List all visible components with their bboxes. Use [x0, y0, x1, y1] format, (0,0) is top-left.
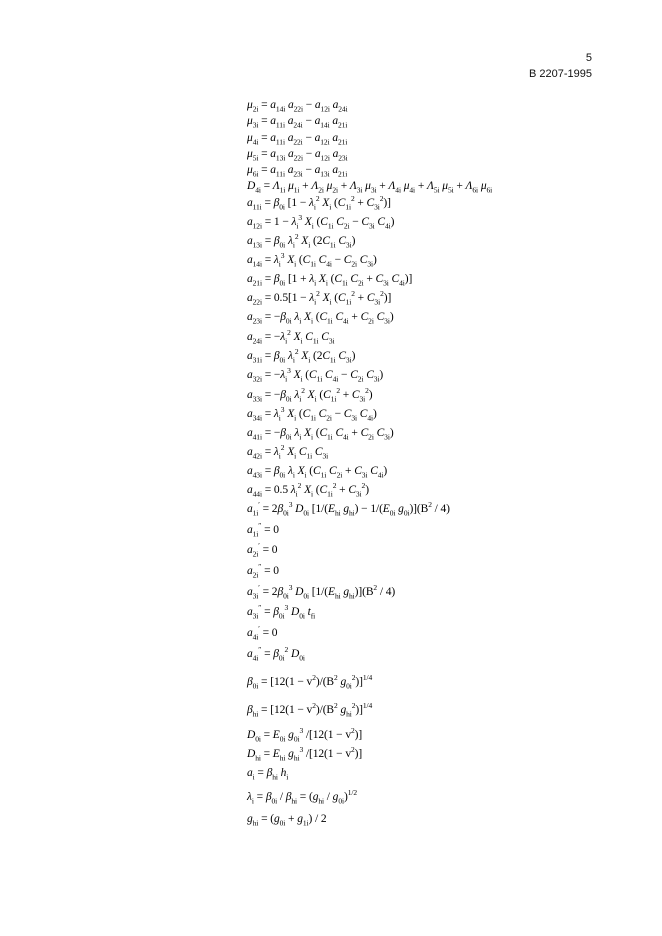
formula-line: $\mu_{4i} = a_{11i}$ $a_{22i} - a_{12i}$ $a_{21i}$: [247, 132, 348, 147]
document-code: В 2207-1995: [529, 68, 592, 80]
formula-line: $\beta_{0i} = [12(1 - v^2)/(B^2$ $g_{0i}^2)]^{1/4}$: [247, 673, 373, 691]
formula-line: $\beta_{hi} = [12(1 - v^2)/(B^2$ $g_{hi}^2)]^{1/4}$: [247, 701, 373, 719]
page-number: 5: [585, 52, 592, 64]
formula-line: $a_{13i} = \beta_{0i}$ $\lambda_i^2$ $X_i$ ($2C_{1i}$ $C_{3i}$): [247, 232, 356, 250]
formula-line: $a_{34i} = \lambda_i^3$ $X_i$ ($C_{1i}$ $C_{2i} - C_{3i}$ $C_{4i}$): [247, 405, 377, 423]
formula-line: $a_{2i}' = 0$: [247, 541, 278, 559]
formula-line: $a_{4i}' = 0$: [247, 624, 278, 642]
formula-line: $a_{43i} = \beta_{0i}$ $\lambda_i$ $X_i$ ($C_{1i}$ $C_{2i} + C_{3i}$ $C_{4i}$): [247, 465, 388, 480]
formula-line: $a_{33i} = -\beta_{0i}$ $\lambda_i^2$ $X_i$ $(C_{1i}^2 + C_{3i}^2)$: [247, 386, 373, 404]
formula-line: $a_{2i}'' = 0$: [247, 562, 279, 580]
formula-line: $a_{1i}'' = 0$: [247, 521, 279, 539]
formula-line: $\mu_{5i} = a_{13i}$ $a_{22i} - a_{12i}$ $a_{23i}$: [247, 148, 348, 163]
formula-line: $a_{14i} = \lambda_i^3$ $X_i$ ($C_{1i}$ $C_{4i} - C_{2i}$ $C_{3i}$): [247, 251, 377, 269]
formula-line: $a_{12i} = 1 - \lambda_i^3$ $X_i$ ($C_{1i}$ $C_{2i} - C_{3i}$ $C_{4i}$): [247, 213, 395, 231]
formula-line: $g_{hi} = (g_{0i} + g_{1i}) / 2$: [247, 813, 327, 828]
formula-line: $a_{44i} = 0.5$ $\lambda_i^2$ $X_i$ $(C_{1i}^2 + C_{3i}^2)$: [247, 481, 369, 499]
formula-line: $\mu_{6i} = a_{11i}$ $a_{23i} - a_{13i}$ $a_{21i}$: [247, 164, 348, 179]
formula-line: $a_{23i} = -\beta_{0i}$ $\lambda_i$ $X_i$ ($C_{1i}$ $C_{4i} + C_{2i}$ $C_{3i}$): [247, 311, 394, 326]
formula-line: $D_{0i} = E_{0i}$ $g_{0i}^3$ $/[12(1 - v^2)]$: [247, 726, 363, 744]
formula-line: $a_{32i} = -\lambda_i^3$ $X_i$ ($C_{1i}$ $C_{4i} - C_{2i}$ $C_{3i}$): [247, 366, 384, 384]
formula-line: $a_{42i} = \lambda_i^2$ $X_i$ $C_{1i}$ $C_{3i}$: [247, 443, 329, 461]
formula-line: $\lambda_i = \beta_{0i} / \beta_{hi} = (g_{hi} / g_{0i})^{1/2}$: [247, 788, 357, 806]
formula-line: $D_{4i} = \Lambda_{1i}$ $\mu_{1i} + \Lambda_{2i}$ $\mu_{2i} + \Lambda_{3i}$ $\mu_{3i} + \Lambda_{4i}$ $\mu_{4i} + \Lambda_{5i}$ $\mu_{5i} + \Lambda_{6i}$ $\mu_{6i}$: [247, 180, 493, 195]
formula-line: $a_{41i} = -\beta_{0i}$ $\lambda_i$ $X_i$ ($C_{1i}$ $C_{4i} + C_{2i}$ $C_{3i}$): [247, 427, 394, 442]
formula-line: $a_{22i} = 0.5[1 - \lambda_i^2$ $X_i$ $(C_{1i}^2 + C_{3i}^2)$]: [247, 289, 392, 307]
formula-line: $a_i = \beta_{hi}$ $h_i$: [247, 767, 289, 782]
formula-line: $a_{21i} = \beta_{0i}$ [$1 + \lambda_i$ $X_i$ ($C_{1i}$ $C_{2i} + C_{3i}$ $C_{4i}$)]: [247, 273, 413, 288]
formula-line: $a_{24i} = -\lambda_i^2$ $X_i$ $C_{1i}$ $C_{3i}$: [247, 328, 335, 346]
formula-line: $a_{1i}' = 2\beta_{0i}^3$ $D_{0i}$ [$1/(E_{hi}$ $g_{hi}) - 1/(E_{0i}$ $g_{0i})](B^2 / 4)$: [247, 500, 450, 518]
formula-line: $\mu_{2i} = a_{14i}$ $a_{22i} - a_{12i}$ $a_{24i}$: [247, 99, 348, 114]
formula-line: $a_{11i} = \beta_{0i}$ [$1 - \lambda_i^2$ $X_i$ $(C_{1i}^2 + C_{3i}^2)$]: [247, 194, 391, 212]
formula-line: $a_{3i}' = 2\beta_{0i}^3$ $D_{0i}$ [$1/(E_{hi}$ $g_{hi})](B^2 / 4)$: [247, 583, 396, 601]
formula-line: $a_{3i}'' = \beta_{0i}^3$ $D_{0i}$ $t_{fi}$: [247, 603, 316, 621]
formula-line: $a_{4i}'' = \beta_{0i}^2$ $D_{0i}$: [247, 645, 305, 663]
formula-line: $\mu_{3i} = a_{11i}$ $a_{24i} - a_{14i}$ $a_{21i}$: [247, 115, 348, 130]
formula-line: $a_{31i} = \beta_{0i}$ $\lambda_i^2$ $X_i$ ($2C_{1i}$ $C_{3i}$): [247, 347, 356, 365]
formula-line: $D_{hi} = E_{hi}$ $g_{hi}^3$ $/[12(1 - v^2)]$: [247, 745, 363, 763]
